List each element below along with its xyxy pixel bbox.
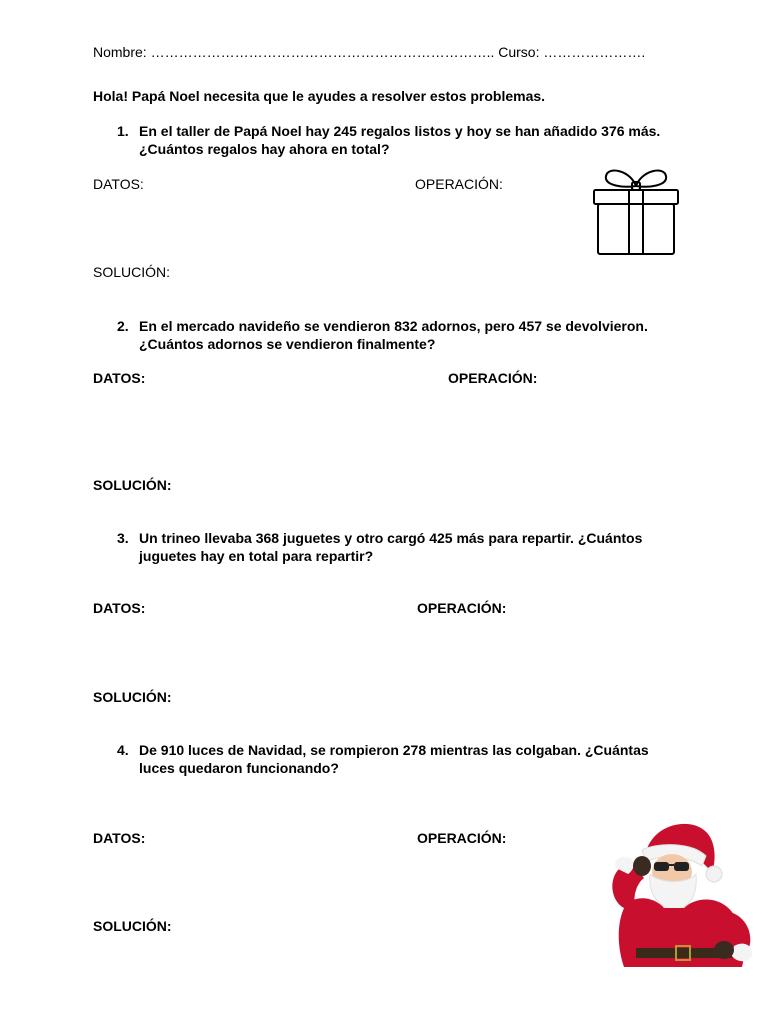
datos-label-4: DATOS:: [93, 830, 146, 846]
intro-text: Hola! Papá Noel necesita que le ayudes a resolver estos problemas.: [93, 88, 546, 104]
operacion-label-1: OPERACIÓN:: [415, 176, 503, 192]
datos-label-3: DATOS:: [93, 600, 146, 616]
problem-text: En el mercado navideño se vendieron 832 adornos, pero 457 se devolvieron. ¿Cuántos adornos se vendieron finalmente?: [139, 318, 648, 352]
operacion-label-2: OPERACIÓN:: [448, 370, 538, 386]
name-course-line: Nombre: ……………………………………………………………….. Curso: ………………….: [93, 44, 646, 60]
gift-icon: [590, 166, 682, 258]
problem-number: 2.: [117, 318, 129, 334]
operacion-label-3: OPERACIÓN:: [417, 600, 507, 616]
problem-text: De 910 luces de Navidad, se rompieron 278 mientras las colgaban. ¿Cuántas luces quedaron funcionando?: [139, 742, 649, 776]
solucion-label-3: SOLUCIÓN:: [93, 689, 172, 705]
problem-number: 1.: [117, 123, 129, 139]
problem-text: En el taller de Papá Noel hay 245 regalos listos y hoy se han añadido 376 más. ¿Cuántos regalos hay ahora en total?: [139, 123, 661, 157]
solucion-label-4: SOLUCIÓN:: [93, 918, 172, 934]
datos-label-1: DATOS:: [93, 176, 144, 192]
problem-text: Un trineo llevaba 368 juguetes y otro cargó 425 más para repartir. ¿Cuántos juguetes hay en total para repartir?: [139, 530, 643, 564]
datos-label-2: DATOS:: [93, 370, 146, 386]
operacion-label-4: OPERACIÓN:: [417, 830, 507, 846]
solucion-label-1: SOLUCIÓN:: [93, 264, 171, 280]
santa-claus-image: [584, 812, 756, 967]
problem-number: 4.: [117, 742, 129, 758]
problem-number: 3.: [117, 530, 129, 546]
solucion-label-2: SOLUCIÓN:: [93, 477, 172, 493]
